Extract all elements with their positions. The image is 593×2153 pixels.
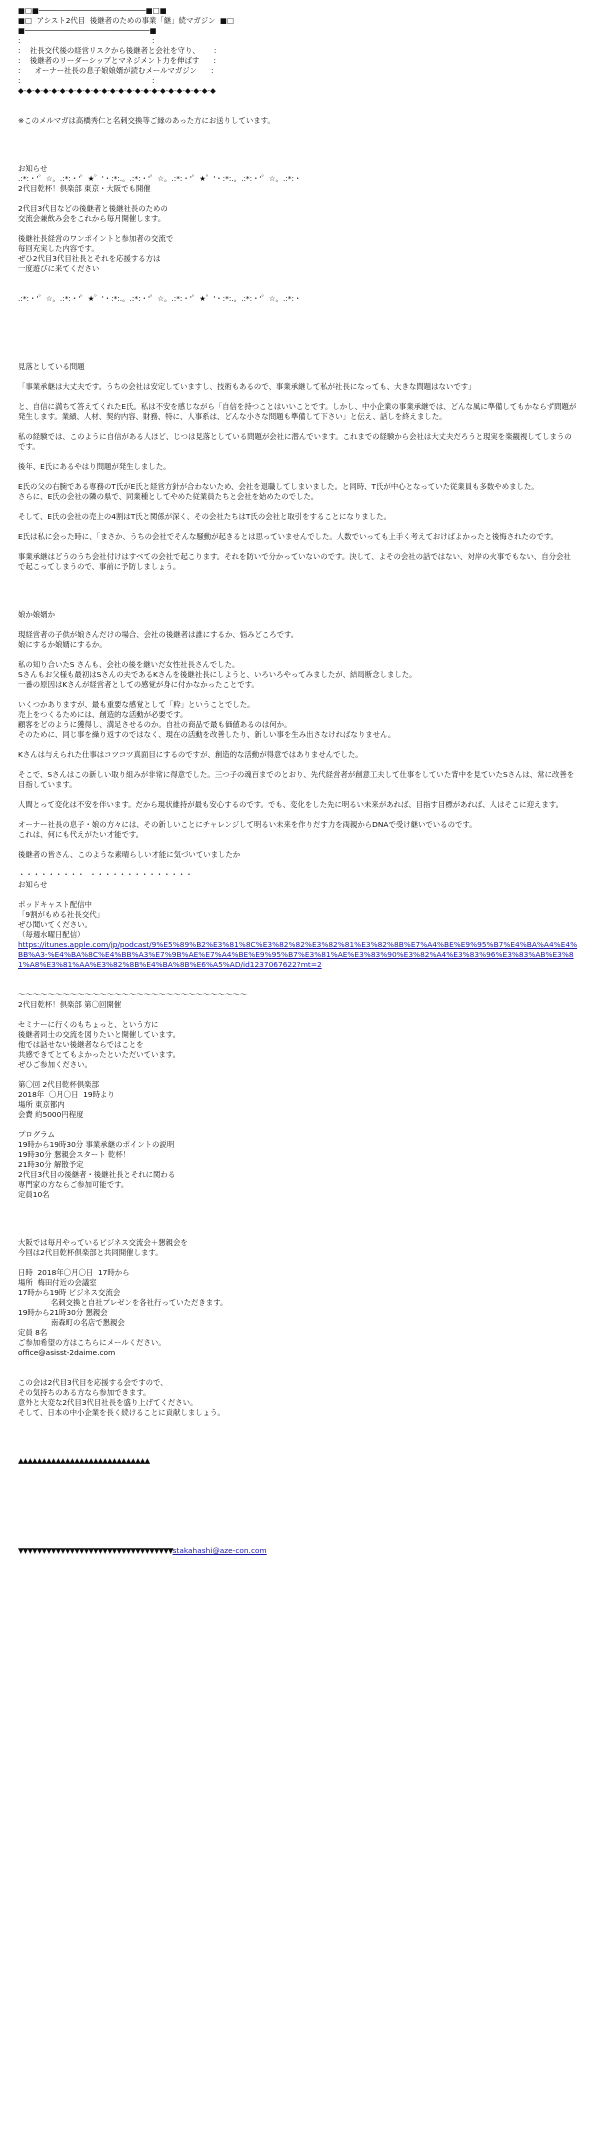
info-section-podcast (18, 870, 578, 970)
magazine-title: ■□ アシスト2代目 後継者のための事業「継」続マガジン ■□ (18, 16, 235, 25)
header-banner (18, 6, 578, 96)
article-line: 娘にするか娘婿にするか。 (18, 640, 107, 649)
event-line: 日時 2018年〇月〇日 17時から (18, 1268, 130, 1277)
event-line: 名刺交換と自社プレゼンを各社行っていただきます。 (18, 1298, 228, 1307)
info-line: 2代目3代目などの後継者と後継社長のための (18, 204, 168, 213)
footer-row (18, 1486, 578, 1496)
event-line: プログラム (18, 1130, 55, 1139)
footer-row (18, 1476, 578, 1486)
footer-info (18, 1456, 578, 1556)
event-line: 19時30分 懇親会スタート 乾杯！ (18, 1150, 131, 1159)
triangle-divider-up: ▲▲▲▲▲▲▲▲▲▲▲▲▲▲▲▲▲▲▲▲▲▲▲▲▲▲▲▲ (18, 1456, 150, 1465)
tagline-line: : 後継者のリーダーシップとマネジメント力を伸ばす : (18, 56, 216, 65)
dot-divider: .:*:・'゜☆。.:*:・'゜★゜'・:*:.。.:*:・'゜☆。.:*:・'゜★゜'・:*:.。.:*:・'゜☆。.:*:・ (18, 294, 302, 303)
author-email-link[interactable]: stakahashi@aze-con.com (172, 1546, 267, 1555)
article-paragraph: これは、何にも代えがたい才能です。 (18, 830, 144, 839)
article-line: 現経営者の子供が娘さんだけの場合、会社の後継者は誰にするか、悩みどころです。 (18, 630, 299, 639)
article-paragraph: E氏は私に会った時に、「まさか、うちの会社でそんな騒動が起きるとは思っていませんでした。人数でいっても上手く考えておけばよかったと後悔されたのです。 (18, 532, 558, 541)
event-osaka (18, 1238, 578, 1418)
article-line: いくつかありますが、最も重要な感覚として「粋」ということでした。 (18, 700, 255, 709)
section-heading: 娘か娘婿か (18, 610, 55, 619)
event-line: 後継者同士の交流を図りたいと開催しています。 (18, 1030, 181, 1039)
info-line: ぜひ2代目3代目社長とそれを応援する方は (18, 254, 161, 263)
event-line: 共感できてとてもよかったといただいています。 (18, 1050, 181, 1059)
article-paragraph: 事業承継はどうのうち会社付けはすべての会社で起こります。それを防いで分かっていないのです。決して、よその会社の話ではない、対岸の火事でもない、自分会社で起こってしまうので、事前に予防しましょう。 (18, 552, 571, 571)
info-line: ポッドキャスト配信中 (18, 900, 92, 909)
footer-end-row (18, 1546, 578, 1556)
event-line: そして、日本の中小企業を長く続けることに貢献しましょう。 (18, 1408, 225, 1417)
event-line: 他では話せない後継者ならではことを (18, 1040, 144, 1049)
info-line: （毎週水曜日配信） (18, 930, 85, 939)
article-line: 私の知り合いたS さんも、会社の後を継いだ女性社長さんでした。 (18, 660, 240, 669)
section-heading: お知らせ (18, 164, 48, 173)
article-paragraph: 後継者の皆さん、このような素晴らしい才能に気づいていましたか (18, 850, 241, 859)
article-paragraph: そこで、Sさんはこの新しい取り組みが非常に得意でした。三つ子の魂百までのとおり、先代経営者が創意工夫して仕事をしていた背中を見ていたSさんは、常に改善を目指しています。 (18, 770, 575, 789)
article-paragraph: さらに、E氏の会社の隣の県で、同業種としてやめた従業員たちと会社を始めたのでした。 (18, 492, 319, 501)
event-line: 2代目3代目の後継者・後継社長とそれに関わる (18, 1170, 176, 1179)
event-line: ぜひご参加ください。 (18, 1060, 92, 1069)
info-line: 一度遊びに来てください (18, 264, 100, 273)
event-line: 今回は2代目乾杯倶楽部と共同開催します。 (18, 1248, 163, 1257)
newsletter-body (18, 6, 578, 1556)
article-overlooked-problem (18, 362, 578, 572)
event-line: その気持ちのある方なら参加できます。 (18, 1388, 151, 1397)
event-line: 第〇回 2代目乾杯倶楽部 (18, 1080, 99, 1089)
info-title: 2代目乾杯！倶楽部 東京・大阪でも開催 (18, 184, 151, 193)
dot-divider: .:*:・'゜☆。.:*:・'゜★゜'・:*:.。.:*:・'゜☆。.:*:・'゜★゜'・:*:.。.:*:・'゜☆。.:*:・ (18, 174, 302, 183)
info-line: 後継社長経営のワンポイントと参加者の交流で (18, 234, 174, 243)
event-line: 場所 東京都内 (18, 1100, 65, 1109)
article-paragraph: 人間とって変化は不安を伴います。だから現状維持が最も安心するのです。でも、変化をした先に明るい未来があれば、目指す目標があれば、人はそこに迎えます。 (18, 800, 563, 809)
article-line: 顧客をどのように獲得し、満足させるのか。自社の商品で最も価値あるのは何か。 (18, 720, 292, 729)
article-paragraph: そして、E氏の会社の売上の4割はT氏と関係が深く、その会社たちはT氏の会社と取引をすることになりました。 (18, 512, 391, 521)
info-line: ぜひ聞いてください。 (18, 920, 92, 929)
banner-top-line: ■□■────────────────────────■□■ (18, 6, 167, 15)
event-line: 意外と大変な2代目3代目社長を盛り上げてください。 (18, 1398, 198, 1407)
podcast-link[interactable]: https://itunes.apple.com/jp/podcast/9%E5%89%B2%E3%81%8C%E3%82%82%E3%82%81%E3%82%8B%E7%A4%BE%E9%95%B7%E4%BA%A4%E4%BB%A3-%E4%BA%8C%E4%BB%A3%E7%9B%AE%E7%A4%BE%E9%95%B7%E3%81%AE%E3%83%90%E3%82%A4%E3%83%96%E3%83%AB%E3%81%A8%E3%81%AA%E3%82%8B%E4%BA%8B%E6%A5%AD/id1237067622?mt=2 (18, 940, 578, 969)
info-line: 毎回充実した内容です。 (18, 244, 99, 253)
info-line: 「9割がもめる社長交代」 (18, 910, 105, 919)
diamond-divider: ◆-◆-◆-◆-◆-◆-◆-◆-◆-◆-◆-◆-◆-◆-◆-◆-◆-◆-◆-◆-◆-◆-◆-◆ (18, 86, 216, 95)
article-paragraph: Kさんは与えられた仕事はコツコツ真面目にするのですが、創造的な活動が得意ではありませんでした。 (18, 750, 363, 759)
article-paragraph: E氏の父の右腕である専務のT氏がE氏と経営方針が合わないため、会社を退職してしまいました。と同時、T氏が中心となっていた従業員も多数やめました。 (18, 482, 539, 491)
event-line: 17時から19時 ビジネス交流会 (18, 1288, 121, 1297)
article-paragraph: 「事業承継は大丈夫です。うちの会社は安定していますし、技術もあるので、事業承継して私が社長になっても、大きな問題はないです」 (18, 382, 476, 391)
event-line: 2018年 〇月〇日 19時より (18, 1090, 115, 1099)
article-line: 売上をつくるためには、創造的な活動が必要です。 (18, 710, 188, 719)
footer-row (18, 1506, 578, 1516)
contact-email: office@asisst-2daime.com (18, 1348, 116, 1357)
tagline-border: : : (18, 36, 155, 45)
event-line: 19時から19時30分 事業承継のポイントの説明 (18, 1140, 175, 1149)
event-line: 19時から21時30分 懇親会 (18, 1308, 108, 1317)
wave-divider: ～～～～～～～～～～～～～～～～～～～～～～～～～～～～～～～ (18, 990, 248, 999)
footer-row (18, 1516, 578, 1526)
event-line: ご参加希望の方はこちらにメールください。 (18, 1338, 166, 1347)
article-paragraph: 後年、E氏にあるやはり問題が発生しました。 (18, 462, 171, 471)
article-paragraph: と、自信に満ちて答えてくれたE氏。私は不安を感じながら「自信を持つことはいいことです。しかし、中小企業の事業承継では、どんな風に準備してもかならず問題が発生します。業績、人材、契約内容、財務、特に、人事系は、どんな小さな問題も準備して下さい」と伝え、話しを終えました。 (18, 402, 577, 421)
article-line: そのために、同じ事を繰り返すのではなく、現在の活動を改善したり、新しい事を生み出さなければなりません。 (18, 730, 396, 739)
article-line: Sさんもお父様も最初はSさんの夫であるKさんを後継社長にしようと、いろいろやってみましたが、結局断念しました。 (18, 670, 417, 679)
footer-row (18, 1526, 578, 1536)
event-line: この会は2代目3代目を応援する会ですので、 (18, 1378, 168, 1387)
event-line: 大阪では毎月やっているビジネス交流会＋懇親会を (18, 1238, 188, 1247)
event-line: 定員 8名 (18, 1328, 48, 1337)
article-paragraph: オーナー社長の息子・娘の方々には、その新しいことにチャレンジして明るい未来を作りだす力を両親からDNAで受け継いでいるのです。 (18, 820, 477, 829)
event-line: 専門家の方ならご参加可能です。 (18, 1180, 129, 1189)
info-line: 交流会兼飲み会をこれから毎月開催します。 (18, 214, 166, 223)
banner-bottom-line: ■────────────────────────────■ (18, 26, 157, 35)
event-kanpai-club (18, 990, 578, 1200)
footer-row (18, 1496, 578, 1506)
section-heading: お知らせ (18, 880, 48, 889)
event-line: 場所 梅田付近の会議室 (18, 1278, 97, 1287)
section-heading: 見落としている問題 (18, 362, 85, 371)
event-line: 会費 約5000円程度 (18, 1110, 84, 1119)
recipient-notice: ※このメルマガは高橋秀仁と名刺交換等ご縁のあった方にお送りしています。 (18, 116, 275, 125)
info-section-1 (18, 164, 578, 304)
tagline-border: : : (18, 76, 155, 85)
article-daughter-or-son-in-law (18, 610, 578, 860)
article-line: 一番の原因はKさんが経営者としての感覚が身に付かなかったことです。 (18, 680, 259, 689)
article-paragraph: 私の経験では、このように自信がある人ほど、じつは見落としている問題が会社に潜んでいます。これまでの経験から会社は大丈夫だろうと現実を楽観視してしまうのです。 (18, 432, 572, 451)
event-title: 2代目乾杯！倶楽部 第〇回開催 (18, 1000, 122, 1009)
dot-divider: ・・・・・・・・・ ・・・・・・・・・・・・・・ (18, 870, 193, 879)
event-line: 21時30分 解散予定 (18, 1160, 84, 1169)
tagline-line: : オーナー社長の息子娘娘婿が読むメールマガジン : (18, 66, 214, 75)
triangle-divider-down: ▼▼▼▼▼▼▼▼▼▼▼▼▼▼▼▼▼▼▼▼▼▼▼▼▼▼▼▼▼▼▼▼▼ (18, 1546, 173, 1555)
tagline-line: : 社長交代後の経営リスクから後継者と会社を守り、 : (18, 46, 217, 55)
event-line: セミナーに行くのもちょっと、という方に (18, 1020, 159, 1029)
event-line: 定員10名 (18, 1190, 50, 1199)
event-line: 南森町の名店で懇親会 (18, 1318, 125, 1327)
